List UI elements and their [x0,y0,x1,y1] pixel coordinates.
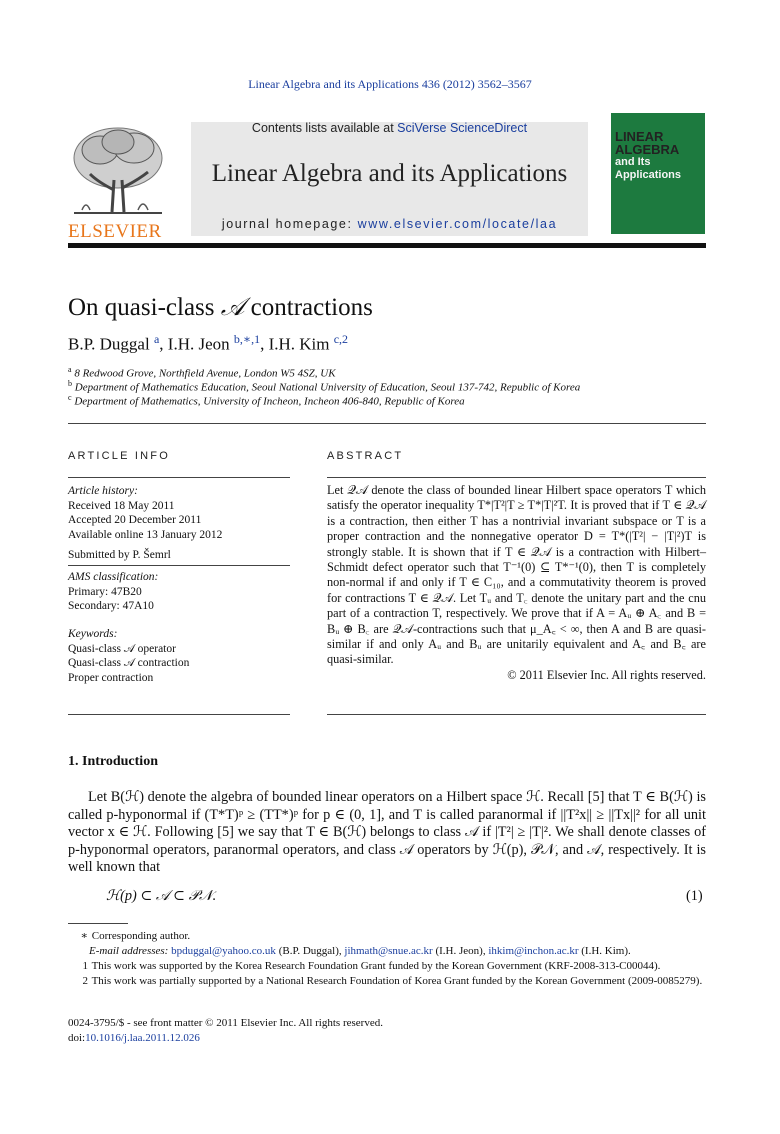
footnote-emails [68,944,706,958]
author-name: I.H. Kim [268,334,330,354]
accepted-date: Accepted 20 December 2011 [68,514,202,526]
ams-secondary: Secondary: 47A10 [68,600,154,612]
keyword-item: Quasi-class 𝒜 contraction [68,657,190,669]
abstract-body [327,483,706,683]
elsevier-tree-icon [68,120,168,218]
history-label: Article history: [68,485,138,497]
received-date: Received 18 May 2011 [68,499,175,512]
email-link[interactable]: bpduggal@yahoo.co.uk [171,945,276,957]
author-affiliation-link[interactable]: c,2 [333,332,349,346]
homepage-link[interactable]: www.elsevier.com/locate/laa [357,217,558,231]
affiliation [68,379,580,394]
ams-classification [68,570,290,614]
contents-line [191,121,588,135]
keywords-label: Keywords: [68,628,118,640]
abstract-text: Let 𝒬𝒜 denote the class of bounded linear Hilbert space operators T which satisfy the operator inequality T*|T²|T ≥ T*|T|²T. It is proved that if T ∈ 𝒬𝒜 is a contraction, then either T has a nontrivial invariant subspace or T is a proper contraction and the nonnegative operator D = T*(|T²| − |T|²)T is strongly stable. It is shown that if T ∈ 𝒬𝒜 is a contraction with Hilbert–Schmidt defect operator such that T⁻¹(0) ⊆ T*⁻¹(0), then T is completely non-normal if and only if T ∈ C₁₀, and a commutativity theorem is proved for contractions T ∈ 𝒬𝒜. Let Tᵤ and T꜀ denote the unitary part and the cnu part of a contraction T, respectively. We prove that if A = Aᵤ ⊕ A꜀ and B = Bᵤ ⊕ B꜀ are 𝒬𝒜-contractions such that μ_A꜀ < ∞, then A and B are quasi-similar if and only Aᵤ and Bᵤ are unitarily equivalent and A꜀ and B꜀ are quasi-similar. [327,483,706,667]
abstract-divider [327,714,706,715]
footnote-2 [68,974,706,988]
footnote-1 [68,959,706,973]
email-link[interactable]: ihkim@inchon.ac.kr [488,945,579,957]
section-divider [68,423,706,424]
email-label: E-mail addresses: [89,945,172,957]
ams-primary: Primary: 47B20 [68,585,142,598]
footnote-mark: ∗ [80,930,88,942]
doi-label: doi: [68,1032,86,1044]
footnote-text: Corresponding author. [91,930,191,942]
abstract-heading: ABSTRACT [327,450,404,462]
elsevier-wordmark: ELSEVIER [68,221,162,242]
affiliation-mark: b [68,379,72,388]
author-affiliation-link[interactable]: b,∗,1 [233,332,261,346]
abstract-divider [327,477,706,478]
equation-number: (1) [686,888,703,904]
affiliation-mark: a [68,365,72,374]
affiliation-mark: c [68,393,72,402]
affiliation-text: Department of Mathematics Education, Seoul National University of Education, Seoul 137-742, Republic of Korea [74,381,581,394]
available-date: Available online 13 January 2012 [68,528,223,541]
header-divider [68,243,706,248]
author-list: B.P. Duggal $^a$, I.H. Jeon $^{b,∗,1}$, I.H. Kim $^{c,2}$ [68,332,349,354]
ams-label: AMS classification: [68,571,159,583]
footnote-divider [68,923,128,924]
email-link[interactable]: jihmath@snue.ac.kr [344,945,433,957]
author-name: B.P. Duggal [68,334,150,354]
info-divider [68,477,290,478]
journal-cover-title [615,130,705,182]
cover-title-line: and Its [615,156,651,168]
info-divider [68,714,290,715]
cover-title-line: ALGEBRA [615,142,680,157]
contents-prefix: Contents lists available at [251,121,398,135]
article-info-heading: ARTICLE INFO [68,450,170,462]
keyword-item: Quasi-class 𝒜 operator [68,642,176,655]
abstract-copyright: © 2011 Elsevier Inc. All rights reserved. [507,667,706,682]
title-suffix: contractions [244,294,373,321]
homepage-line [191,217,588,231]
info-divider [68,565,290,566]
intro-paragraph: Let B(ℋ) denote the algebra of bounded linear operators on a Hilbert space ℋ. Recall [5] that T ∈ B(ℋ) is called p-hyponormal if (T*T)ᵖ ≥ (TT*)ᵖ for p ∈ (0, 1], and T is called paranormal if ||T²x|| ≥ ||Tx||² for all unit vector x ∈ ℋ. Following [5] we say that T ∈ B(ℋ) belongs to class 𝒜 if |T²| ≥ |T|². We shall denote classes of p-hyponormal operators, paranormal operators, and class 𝒜 operators by ℋ(p), 𝒫𝒩, and 𝒜, respectively. It is well known that [68,789,706,876]
affiliation-text: 8 Redwood Grove, Northfield Avenue, London W5 4SZ, UK [74,367,336,380]
affiliation [68,365,336,380]
keyword-item: Proper contraction [68,671,154,684]
title-prefix: On quasi-class [68,294,221,321]
footnote-mark: 2 [82,975,88,987]
journal-name: Linear Algebra and its Applications [211,160,568,187]
email-owner: (I.H. Jeon), [432,945,489,957]
footnote-text: This work was supported by the Korea Research Foundation Grant funded by the Korean Government (KRF-2008-313-C00044). [91,960,661,972]
title-symbol: 𝒜 [220,294,245,321]
article-title [68,294,373,322]
sciencedirect-link[interactable]: SciVerse ScienceDirect [397,121,528,135]
footnote-text: This work was partially supported by a National Research Foundation of Korea Grant funded by the Korean Government (2009-0085279). [91,975,703,987]
affiliation-text: Department of Mathematics, University of Incheon, Incheon 406-840, Republic of Korea [74,395,465,408]
email-owner: (B.P. Duggal), [275,945,345,957]
submitted-by: Submitted by P. Šemrl [68,549,171,561]
section-heading: 1. Introduction [68,754,158,769]
cover-title-line: Applications [615,169,682,181]
equation: ℋ(p) ⊂ 𝒜 ⊂ 𝒫𝒩. [106,888,217,904]
author-affiliation-link[interactable]: a [153,332,160,346]
journal-citation[interactable]: Linear Algebra and its Applications 436 (2012) 3562–3567 [248,77,532,91]
elsevier-logo [68,120,168,242]
homepage-prefix: journal homepage: [221,217,358,231]
doi-line [68,1032,200,1044]
affiliation [68,393,465,408]
email-owner: (I.H. Kim). [578,945,631,957]
keywords [68,627,290,685]
footnote-mark: 1 [82,960,88,972]
footnote-corresponding [68,929,706,943]
issn-line: 0024-3795/$ - see front matter © 2011 Elsevier Inc. All rights reserved. [68,1017,383,1029]
author-name: I.H. Jeon [167,334,230,354]
doi-link[interactable]: 10.1016/j.laa.2011.12.026 [85,1032,200,1044]
cover-title-line: LINEAR [615,129,664,144]
article-history [68,484,290,563]
